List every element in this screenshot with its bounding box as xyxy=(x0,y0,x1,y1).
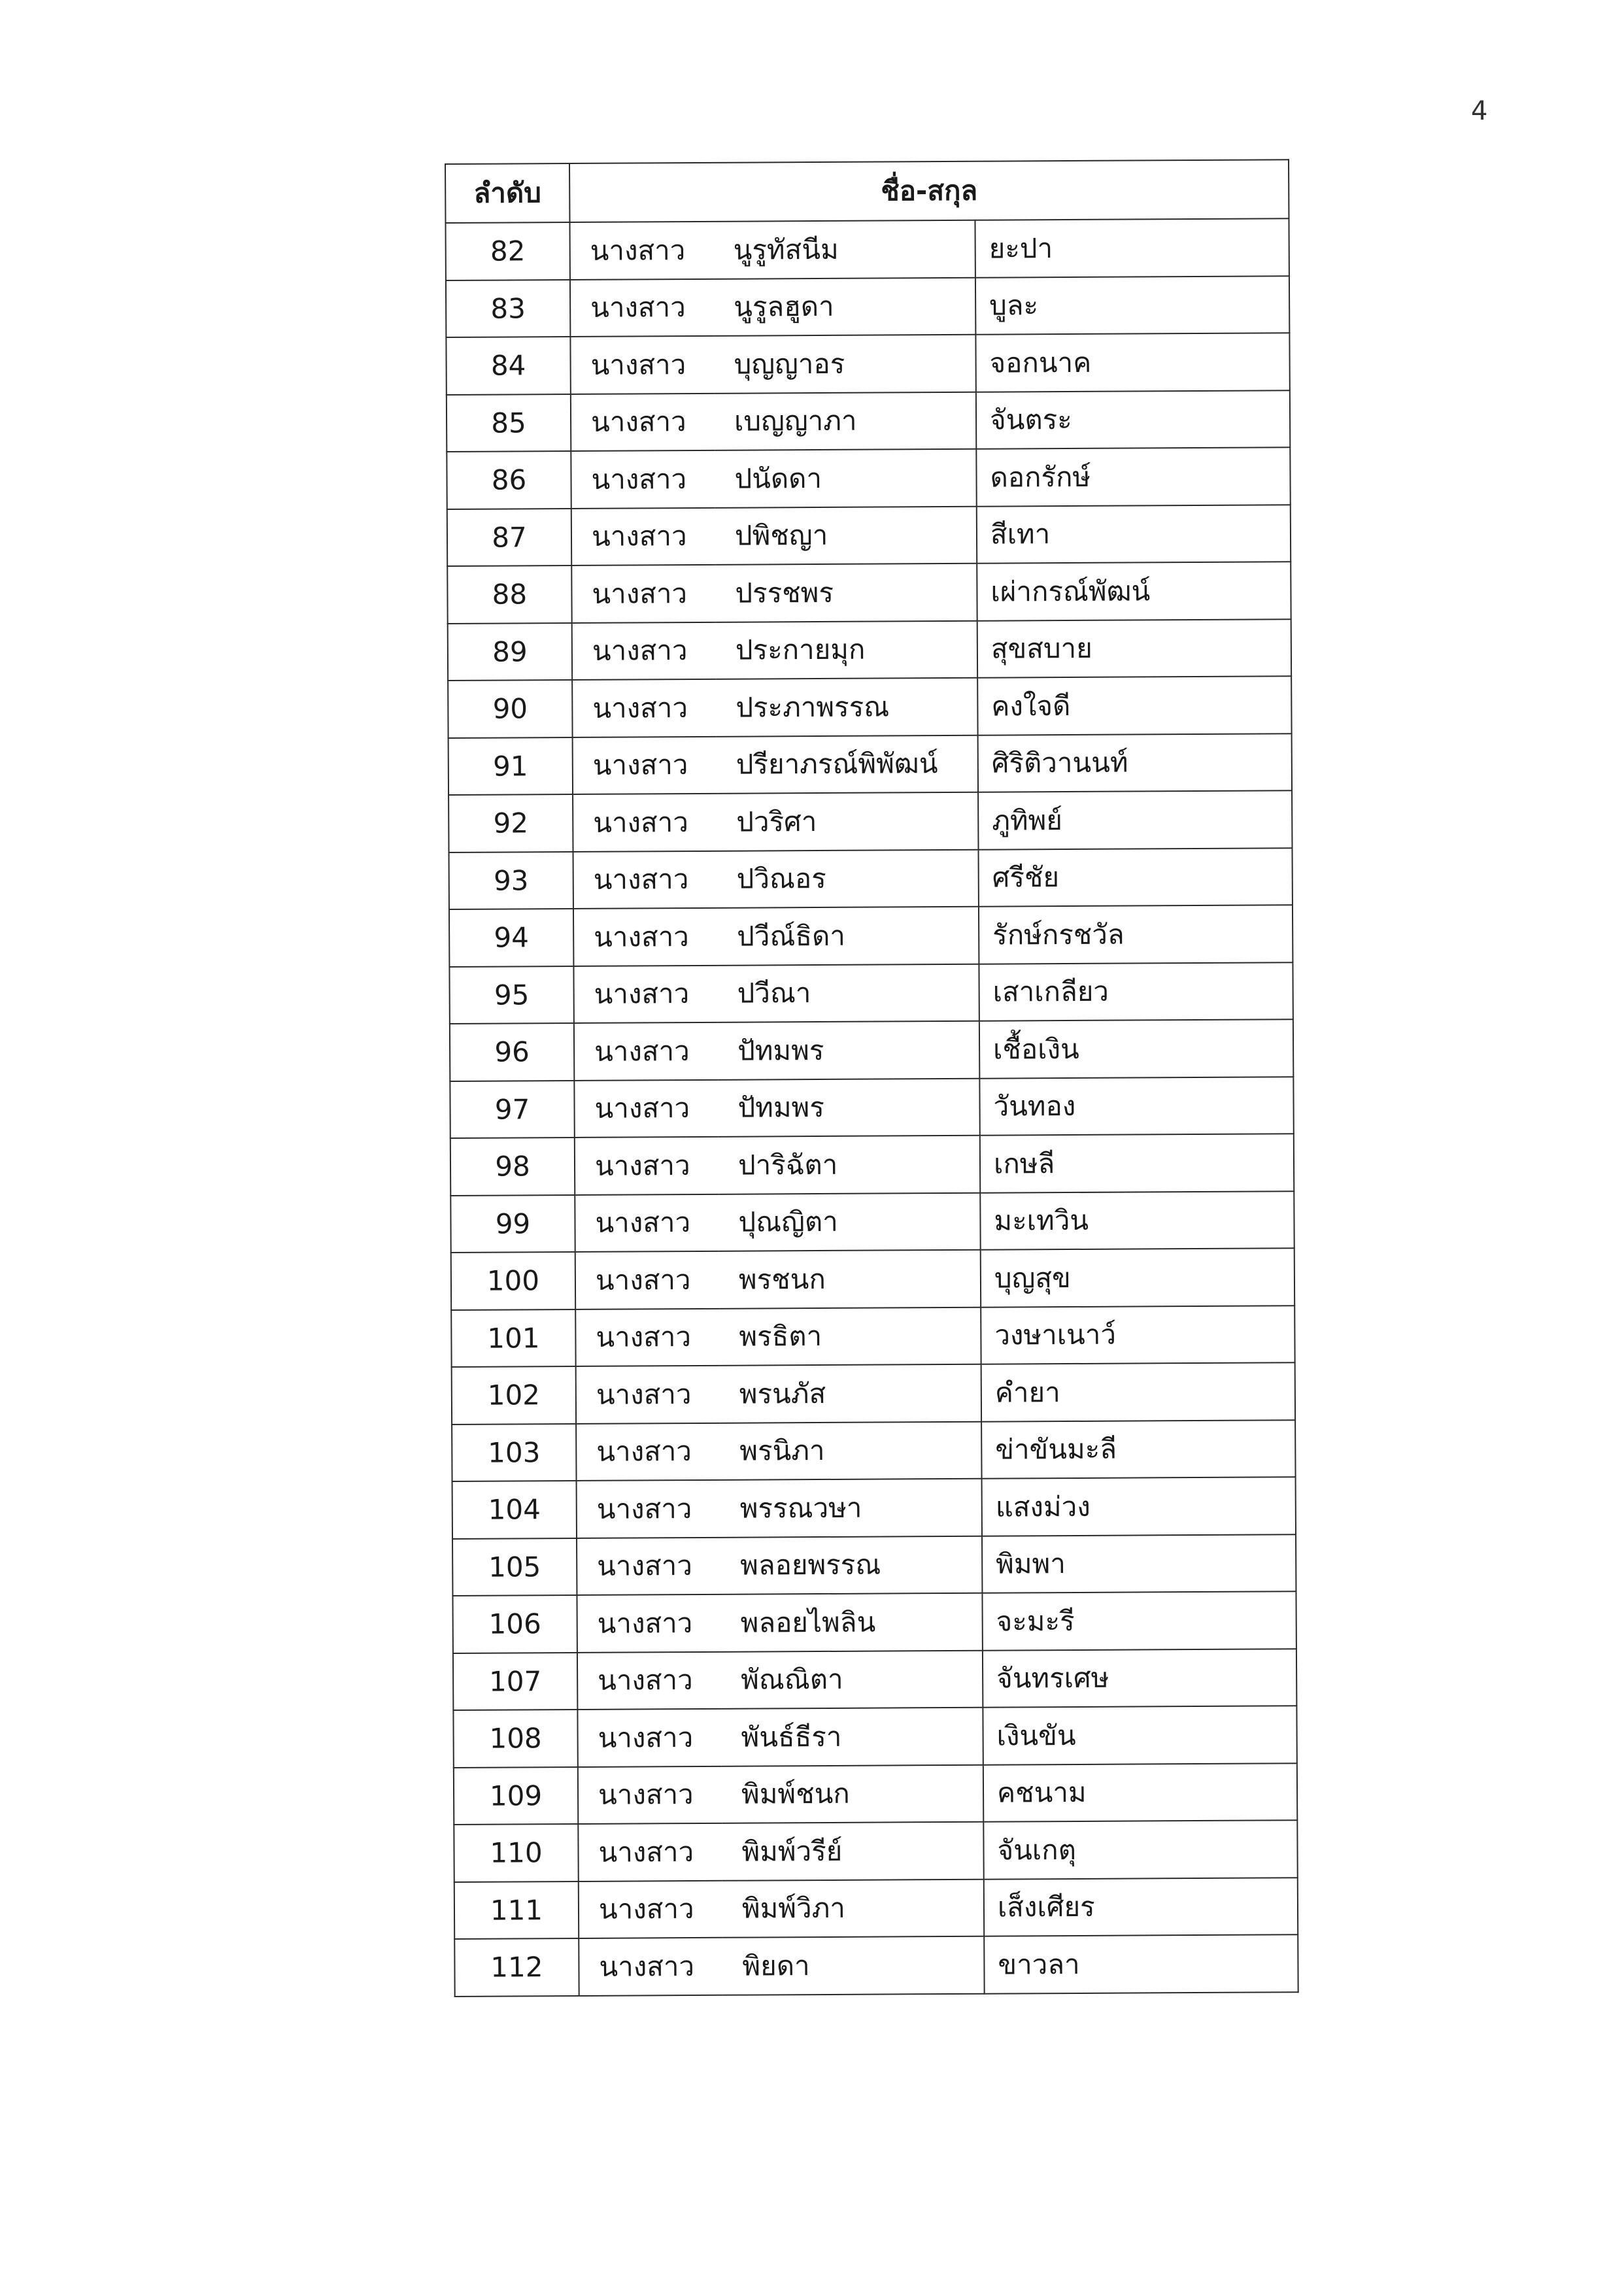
table-row xyxy=(450,1077,1293,1138)
row-title: นางสาว xyxy=(573,794,717,852)
table-row xyxy=(447,447,1290,509)
row-last-name: แสงม่วง xyxy=(982,1477,1296,1536)
row-first-name: พรชนก xyxy=(719,1250,981,1309)
row-first-name: พลอยไพลิน xyxy=(720,1593,982,1652)
row-last-name: มะเทวิน xyxy=(980,1191,1294,1250)
row-title: นางสาว xyxy=(572,679,716,737)
row-number: 94 xyxy=(449,909,573,966)
row-last-name: คชนาม xyxy=(983,1763,1297,1822)
row-last-name: จันเกตุ xyxy=(983,1820,1297,1879)
row-title: นางสาว xyxy=(571,507,715,565)
row-title: นางสาว xyxy=(571,393,715,451)
row-last-name: จันตระ xyxy=(976,390,1290,449)
row-number: 101 xyxy=(451,1309,575,1366)
row-first-name: ประกายมุก xyxy=(716,620,977,679)
row-first-name: พิมพ์วิภา xyxy=(722,1879,984,1938)
table-row xyxy=(448,619,1291,681)
row-number: 90 xyxy=(448,680,572,737)
header-order: ลำดับ xyxy=(445,163,569,223)
row-first-name: ปวีณ์ธิดา xyxy=(717,907,979,966)
row-first-name: นูรูลฮูดา xyxy=(714,277,975,336)
row-number: 104 xyxy=(452,1481,577,1538)
table-header-row xyxy=(445,160,1289,223)
row-last-name: วันทอง xyxy=(979,1077,1293,1136)
row-number: 110 xyxy=(454,1824,578,1881)
row-title: นางสาว xyxy=(570,336,714,394)
row-title: นางสาว xyxy=(575,1137,719,1195)
row-first-name: นูรูทัสนีม xyxy=(713,220,975,279)
row-number: 83 xyxy=(446,279,570,337)
table-row xyxy=(452,1591,1296,1653)
row-last-name: ภูทิพย์ xyxy=(978,790,1292,849)
row-last-name: เชื้อเงิน xyxy=(979,1019,1293,1078)
table-row xyxy=(448,790,1292,852)
table-row xyxy=(453,1649,1296,1710)
row-first-name: พรรณวษา xyxy=(720,1479,982,1538)
row-title: นางสาว xyxy=(574,1022,718,1081)
row-first-name: บุญญาอร xyxy=(714,335,975,394)
row-number: 109 xyxy=(454,1766,578,1824)
row-number: 102 xyxy=(452,1366,576,1424)
row-first-name: พรนภัส xyxy=(720,1364,981,1423)
table-row xyxy=(451,1248,1294,1309)
row-number: 106 xyxy=(452,1595,577,1653)
row-first-name: พิมพ์ชนก xyxy=(722,1764,983,1823)
row-title: นางสาว xyxy=(577,1537,720,1595)
row-number: 86 xyxy=(447,451,571,509)
row-title: นางสาว xyxy=(578,1766,722,1824)
header-name: ชื่อ-สกุล xyxy=(569,160,1289,222)
row-number: 99 xyxy=(450,1194,575,1252)
row-number: 97 xyxy=(450,1080,574,1138)
page-number: 4 xyxy=(1471,96,1488,126)
row-number: 88 xyxy=(447,565,571,623)
row-first-name: เบญญาภา xyxy=(715,392,976,450)
row-first-name: พิมพ์วรีย์ xyxy=(722,1822,983,1881)
row-number: 112 xyxy=(454,1938,579,1996)
row-title: นางสาว xyxy=(576,1423,720,1481)
row-title: นางสาว xyxy=(578,1823,722,1881)
table-row xyxy=(446,333,1289,394)
row-number: 82 xyxy=(445,222,569,280)
row-first-name: ปุณญิตา xyxy=(719,1192,980,1251)
row-first-name: พรนิภา xyxy=(720,1421,981,1480)
row-first-name: ปวิณอร xyxy=(717,849,979,908)
row-number: 108 xyxy=(453,1710,577,1767)
table-row xyxy=(447,505,1291,566)
row-number: 98 xyxy=(450,1138,575,1195)
name-roster-table xyxy=(445,159,1299,1997)
row-first-name: พลอยพรรณ xyxy=(720,1536,982,1594)
row-title: นางสาว xyxy=(575,1194,719,1252)
table-row xyxy=(452,1534,1296,1596)
row-title: นางสาว xyxy=(577,1651,721,1710)
table-row xyxy=(452,1420,1295,1481)
row-first-name: ปาริฉัตา xyxy=(719,1136,980,1194)
row-last-name: ข่าขันมะลี xyxy=(981,1420,1295,1479)
row-first-name: พรธิตา xyxy=(719,1307,981,1366)
table-row xyxy=(445,218,1289,280)
table-row xyxy=(447,562,1291,623)
row-title: นางสาว xyxy=(570,278,714,337)
row-last-name: เส็งเศียร xyxy=(984,1878,1298,1936)
table-row xyxy=(452,1362,1295,1424)
row-title: นางสาว xyxy=(573,851,717,909)
row-number: 84 xyxy=(446,337,570,394)
row-first-name: พิยดา xyxy=(722,1936,984,1995)
row-first-name: ปรรชพร xyxy=(715,564,977,622)
table-row xyxy=(454,1934,1298,1996)
row-title: นางสาว xyxy=(572,622,716,680)
table-row xyxy=(454,1878,1298,1939)
table-row xyxy=(451,1306,1294,1367)
row-last-name: บูละ xyxy=(975,276,1289,335)
table-row xyxy=(454,1763,1297,1825)
row-number: 91 xyxy=(448,737,573,794)
table-row xyxy=(450,1019,1293,1081)
row-first-name: พันธ์ธีรา xyxy=(721,1708,983,1766)
row-title: นางสาว xyxy=(571,450,715,509)
row-title: นางสาว xyxy=(575,1251,719,1309)
row-last-name: จะมะรี xyxy=(982,1591,1296,1650)
row-number: 95 xyxy=(449,966,573,1023)
table-row xyxy=(448,734,1292,795)
table-row xyxy=(450,1134,1294,1195)
row-last-name: บุญสุข xyxy=(981,1248,1294,1307)
row-first-name: ปรียาภรณ์พิพัฒน์ xyxy=(717,735,978,794)
row-number: 87 xyxy=(447,508,571,565)
table-row xyxy=(448,676,1291,737)
row-number: 93 xyxy=(449,851,573,909)
row-first-name: ปนัดดา xyxy=(715,449,976,508)
table-row xyxy=(454,1820,1297,1881)
row-last-name: ดอกรักษ์ xyxy=(976,447,1290,506)
row-last-name: ศิริติวานนท์ xyxy=(978,734,1292,792)
row-last-name: จอกนาค xyxy=(975,333,1289,392)
row-last-name: เกษลี xyxy=(980,1134,1294,1192)
table-body xyxy=(445,218,1298,1996)
row-number: 100 xyxy=(451,1252,575,1309)
row-last-name: ขาวลา xyxy=(984,1934,1298,1993)
row-title: นางสาว xyxy=(577,1480,720,1538)
row-number: 111 xyxy=(454,1881,579,1938)
row-title: นางสาว xyxy=(569,222,713,280)
row-last-name: สีเทา xyxy=(977,505,1291,564)
row-last-name: คงใจดี xyxy=(977,676,1291,735)
table-row xyxy=(449,848,1293,909)
row-title: นางสาว xyxy=(573,965,717,1023)
row-number: 92 xyxy=(448,794,573,852)
row-first-name: พัณณิตา xyxy=(721,1650,983,1709)
table-row xyxy=(453,1706,1296,1767)
row-title: นางสาว xyxy=(579,1938,722,1996)
row-first-name: ประภาพรรณ xyxy=(716,678,977,737)
table-row xyxy=(449,962,1293,1024)
row-last-name: เสาเกลียว xyxy=(979,962,1293,1021)
row-last-name: เงินขัน xyxy=(983,1706,1296,1764)
row-last-name: สุขสบาย xyxy=(977,619,1291,678)
row-title: นางสาว xyxy=(574,1079,718,1138)
row-title: นางสาว xyxy=(579,1880,722,1938)
table-row xyxy=(447,390,1290,452)
row-last-name: รักษ์กรชวัล xyxy=(979,905,1293,964)
row-last-name: ยะปา xyxy=(975,218,1289,277)
row-last-name: พิมพา xyxy=(982,1534,1296,1593)
row-number: 105 xyxy=(452,1538,577,1595)
row-number: 89 xyxy=(448,622,572,680)
row-last-name: จันทรเศษ xyxy=(983,1649,1296,1708)
table-row xyxy=(446,276,1289,337)
row-first-name: ปวริศา xyxy=(717,792,978,851)
row-title: นางสาว xyxy=(571,565,715,623)
table-row xyxy=(449,905,1293,966)
row-first-name: ปัทมพร xyxy=(718,1021,979,1080)
row-title: นางสาว xyxy=(577,1594,720,1653)
row-last-name: วงษาเนาว์ xyxy=(981,1306,1294,1364)
row-first-name: ปวีณา xyxy=(717,964,979,1022)
row-title: นางสาว xyxy=(575,1308,719,1366)
row-last-name: คำยา xyxy=(981,1362,1295,1421)
row-last-name: เผ่ากรณ์พัฒน์ xyxy=(977,562,1291,620)
row-number: 85 xyxy=(447,394,571,451)
row-number: 103 xyxy=(452,1423,576,1481)
row-number: 107 xyxy=(453,1652,577,1710)
row-title: นางสาว xyxy=(573,908,717,966)
table-row xyxy=(450,1191,1294,1253)
row-last-name: ศรีชัย xyxy=(979,848,1293,907)
row-first-name: ปพิชญา xyxy=(715,506,977,565)
row-title: นางสาว xyxy=(573,736,717,794)
row-number: 96 xyxy=(450,1023,574,1081)
row-title: นางสาว xyxy=(576,1366,720,1424)
row-title: นางสาว xyxy=(577,1709,721,1767)
row-first-name: ปัทมพร xyxy=(718,1078,979,1137)
table-row xyxy=(452,1477,1296,1538)
